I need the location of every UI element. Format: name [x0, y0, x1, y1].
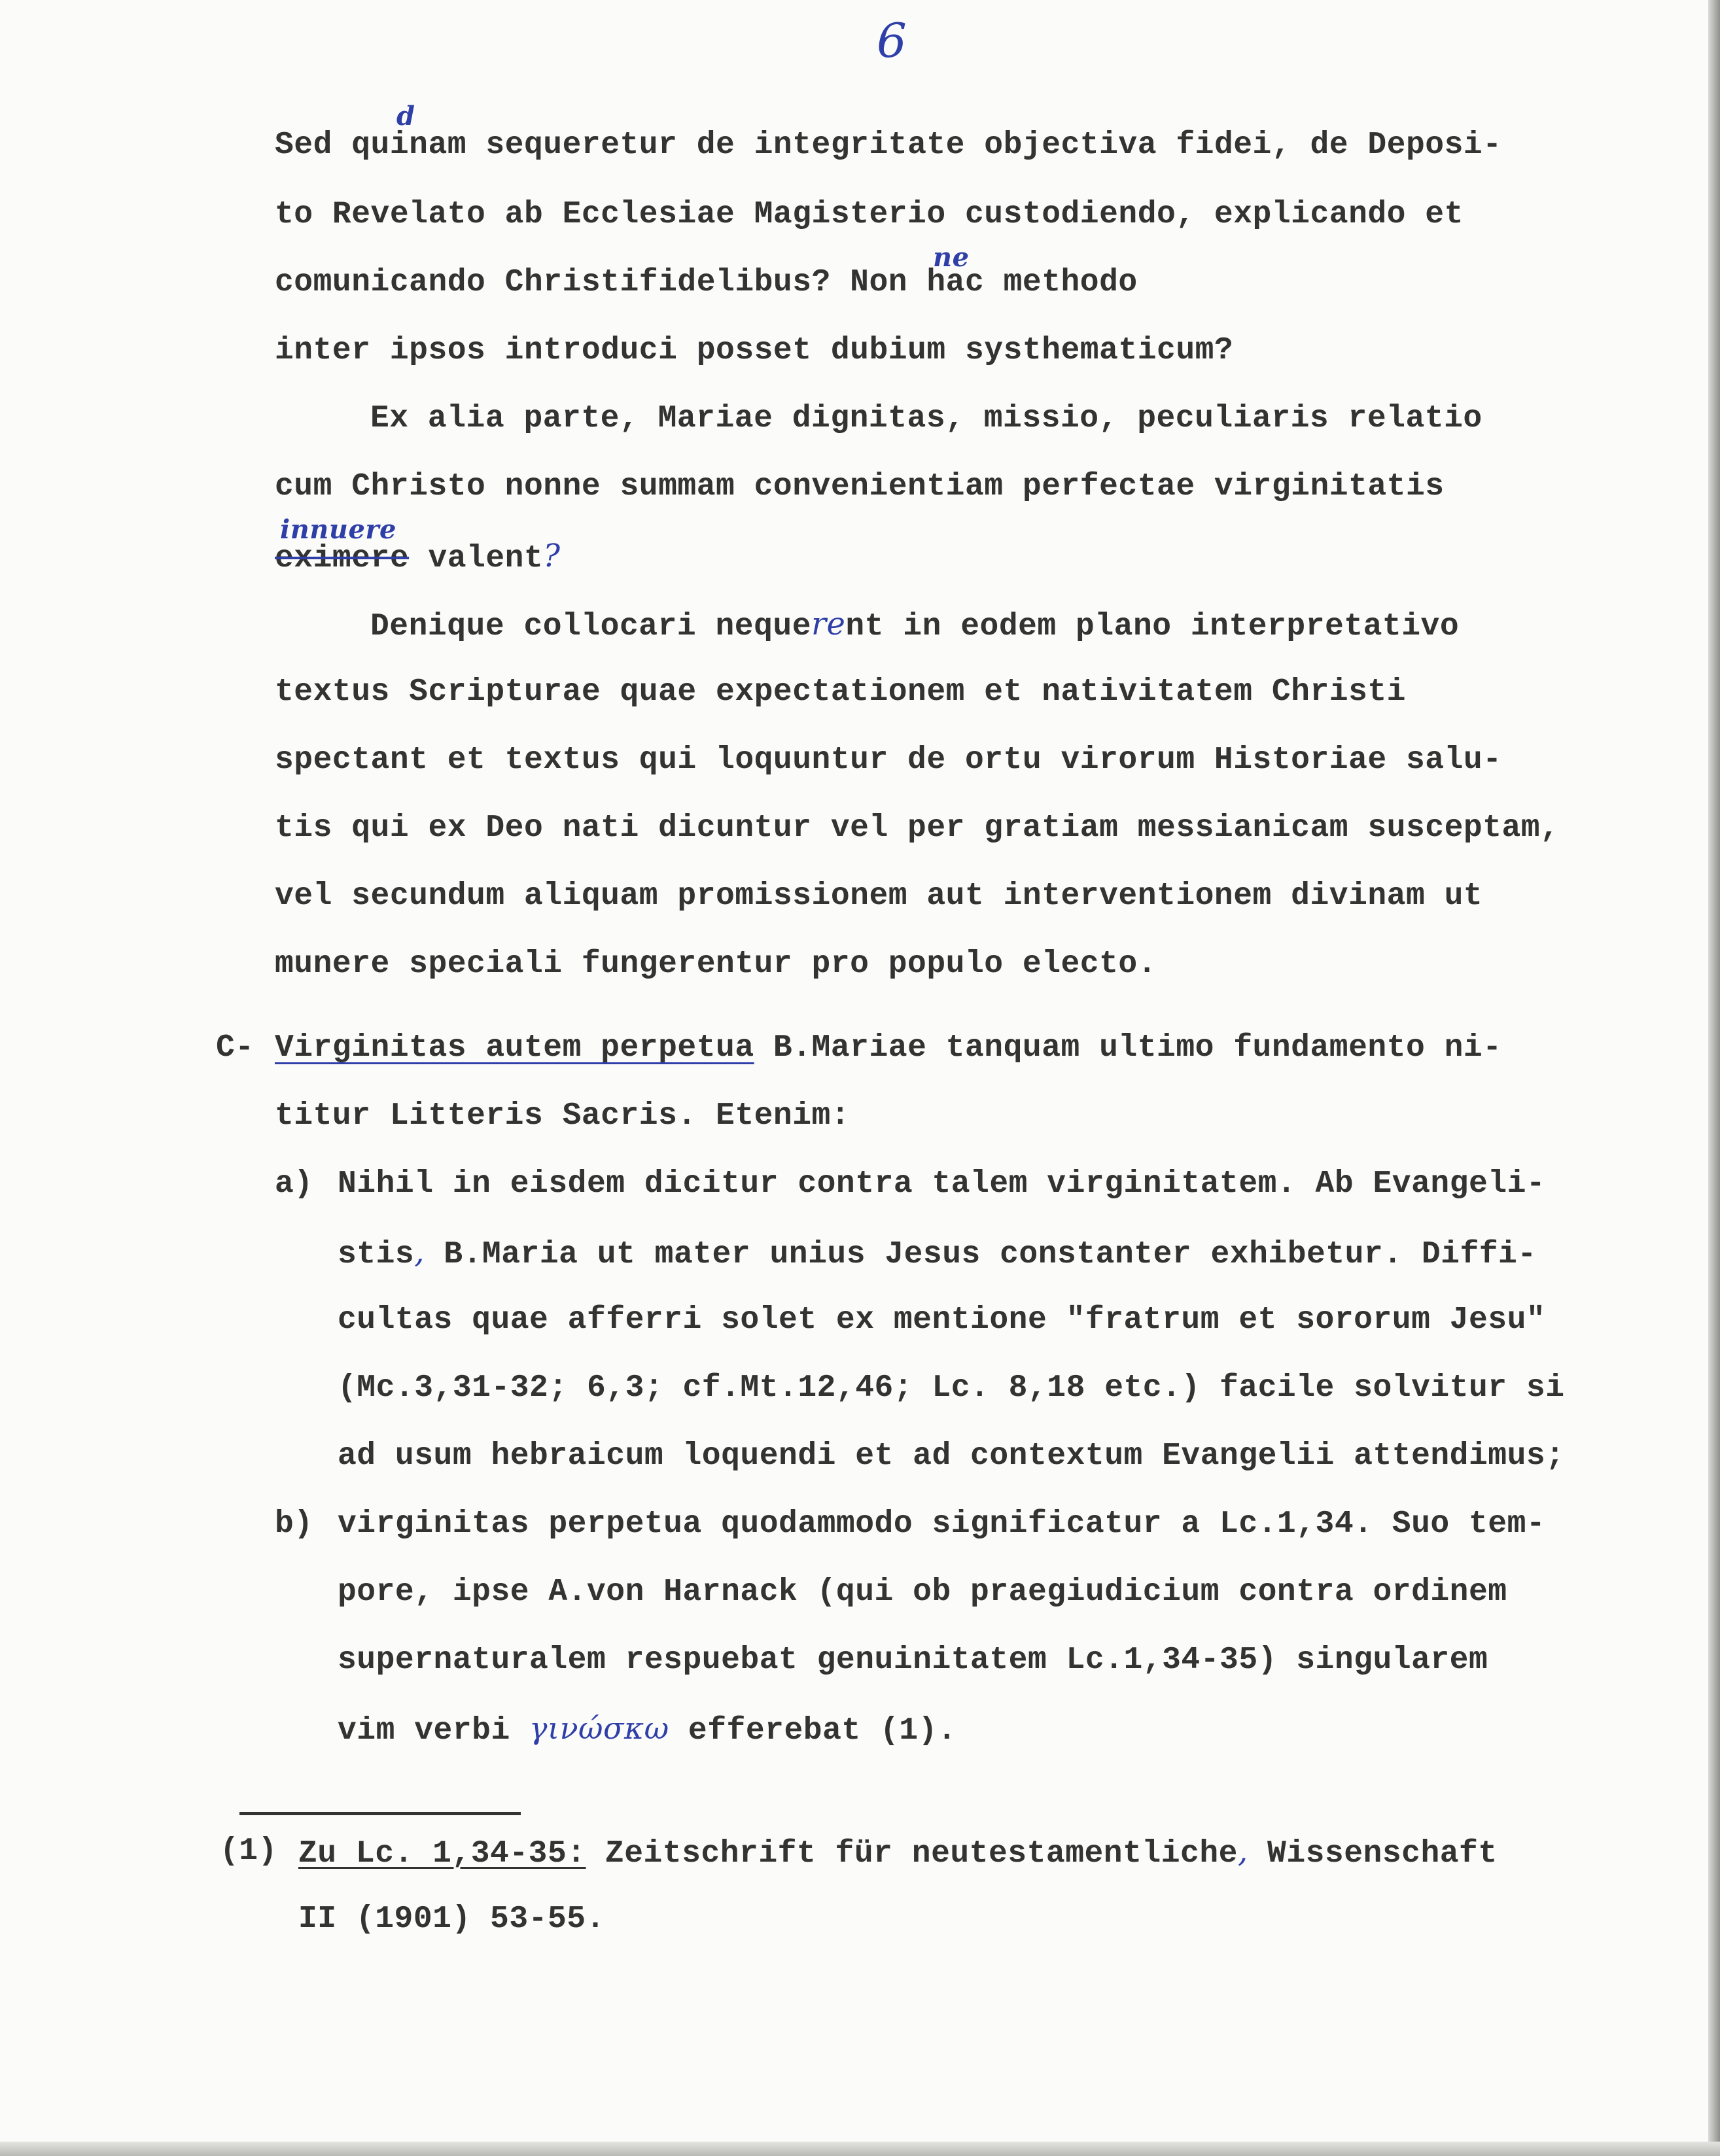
item-b-label: b): [275, 1506, 313, 1542]
text-line-11: tis qui ex Deo nati dicuntur vel per gratiam messianicam susceptam,: [275, 810, 1560, 846]
text-line-10: spectant et textus qui loquuntur de ortu virorum Historiae salu-: [275, 742, 1502, 778]
text-line-16: Nihil in eisdem dicitur contra talem virginitatem. Ab Evangeli-: [338, 1166, 1546, 1202]
insertion-innuere: innuere: [280, 514, 396, 545]
insertion-ne: ne: [933, 242, 970, 273]
footnote-comma-correction: ,: [1237, 1833, 1248, 1869]
insertion-d: d: [396, 101, 415, 131]
greek-handwritten-word: γινώσκω: [529, 1711, 669, 1746]
section-c-label: C-: [216, 1030, 254, 1066]
text-line-14: Virginitas autem perpetua B.Mariae tanquam ultimo fundamento ni-: [275, 1030, 1502, 1066]
text-line-24: vim verbi γινώσκω efferebat (1).: [338, 1711, 957, 1748]
text-line-4: inter ipsos introduci posset dubium systhematicum?: [275, 333, 1234, 368]
text-line-2: to Revelato ab Ecclesiae Magisterio custodiendo, explicando et: [275, 197, 1464, 232]
page-edge-right: [1708, 0, 1720, 2156]
footnote-rule: [239, 1812, 521, 1815]
underlined-phrase: Virginitas autem perpetua: [275, 1030, 754, 1066]
text-line-23: supernaturalem respuebat genuinitatem Lc.1,34-35) singularem: [338, 1643, 1488, 1678]
text-line-5: Ex alia parte, Mariae dignitas, missio, peculiaris relatio: [370, 401, 1483, 436]
text-line-19: (Mc.3,31-32; 6,3; cf.Mt.12,46; Lc. 8,18 etc.) facile solvitur si: [338, 1370, 1565, 1406]
page-number: 6: [877, 13, 907, 68]
text-line-13: munere speciali fungerentur pro populo electo.: [275, 947, 1157, 982]
text-line-8: Denique collocari nequerent in eodem plano interpretativo: [370, 606, 1460, 644]
text-line-6: cum Christo nonne summam convenientiam perfectae virginitatis: [275, 469, 1445, 504]
footnote-reference: Zu Lc. 1,34-35:: [298, 1836, 586, 1871]
struck-word: eximere: [275, 541, 410, 576]
text-line-17: stis, B.Maria ut mater unius Jesus constanter exhibetur. Diffi-: [338, 1234, 1537, 1272]
text-line-20: ad usum hebraicum loquendi et ad contextum Evangelii attendimus;: [338, 1438, 1565, 1474]
text-line-3: comunicando Christifidelibus? Non ne hac methodo: [275, 242, 1138, 300]
comma-correction: ,: [414, 1234, 425, 1270]
text-line-1: Sed qui d nam sequeretur de integritate objectiva fidei, de Deposi-: [275, 101, 1502, 163]
question-mark-correction: ?: [543, 538, 561, 574]
text-line-9: textus Scripturae quae expectationem et nativitatem Christi: [275, 674, 1406, 710]
overwritten-letters: re: [811, 606, 846, 642]
item-a-label: a): [275, 1166, 313, 1202]
footnote-number: (1): [220, 1834, 277, 1869]
text-line-22: pore, ipse A.von Harnack (qui ob praegiudicium contra ordinem: [338, 1574, 1507, 1610]
footnote-line-2: II (1901) 53-55.: [298, 1902, 605, 1937]
text-line-21: virginitas perpetua quodammodo significatur a Lc.1,34. Suo tem-: [338, 1506, 1546, 1542]
text-line-18: cultas quae afferri solet ex mentione "fratrum et sororum Jesu": [338, 1302, 1546, 1338]
text-line-15: titur Litteris Sacris. Etenim:: [275, 1098, 851, 1134]
text-line-12: vel secundum aliquam promissionem aut interventionem divinam ut: [275, 878, 1483, 914]
text-line-7: eximere innuere valent?: [275, 514, 561, 576]
footnote-line-1: Zu Lc. 1,34-35: Zeitschrift für neutestamentliche, Wissenschaft: [298, 1833, 1498, 1871]
page-edge-bottom: [0, 2142, 1720, 2156]
